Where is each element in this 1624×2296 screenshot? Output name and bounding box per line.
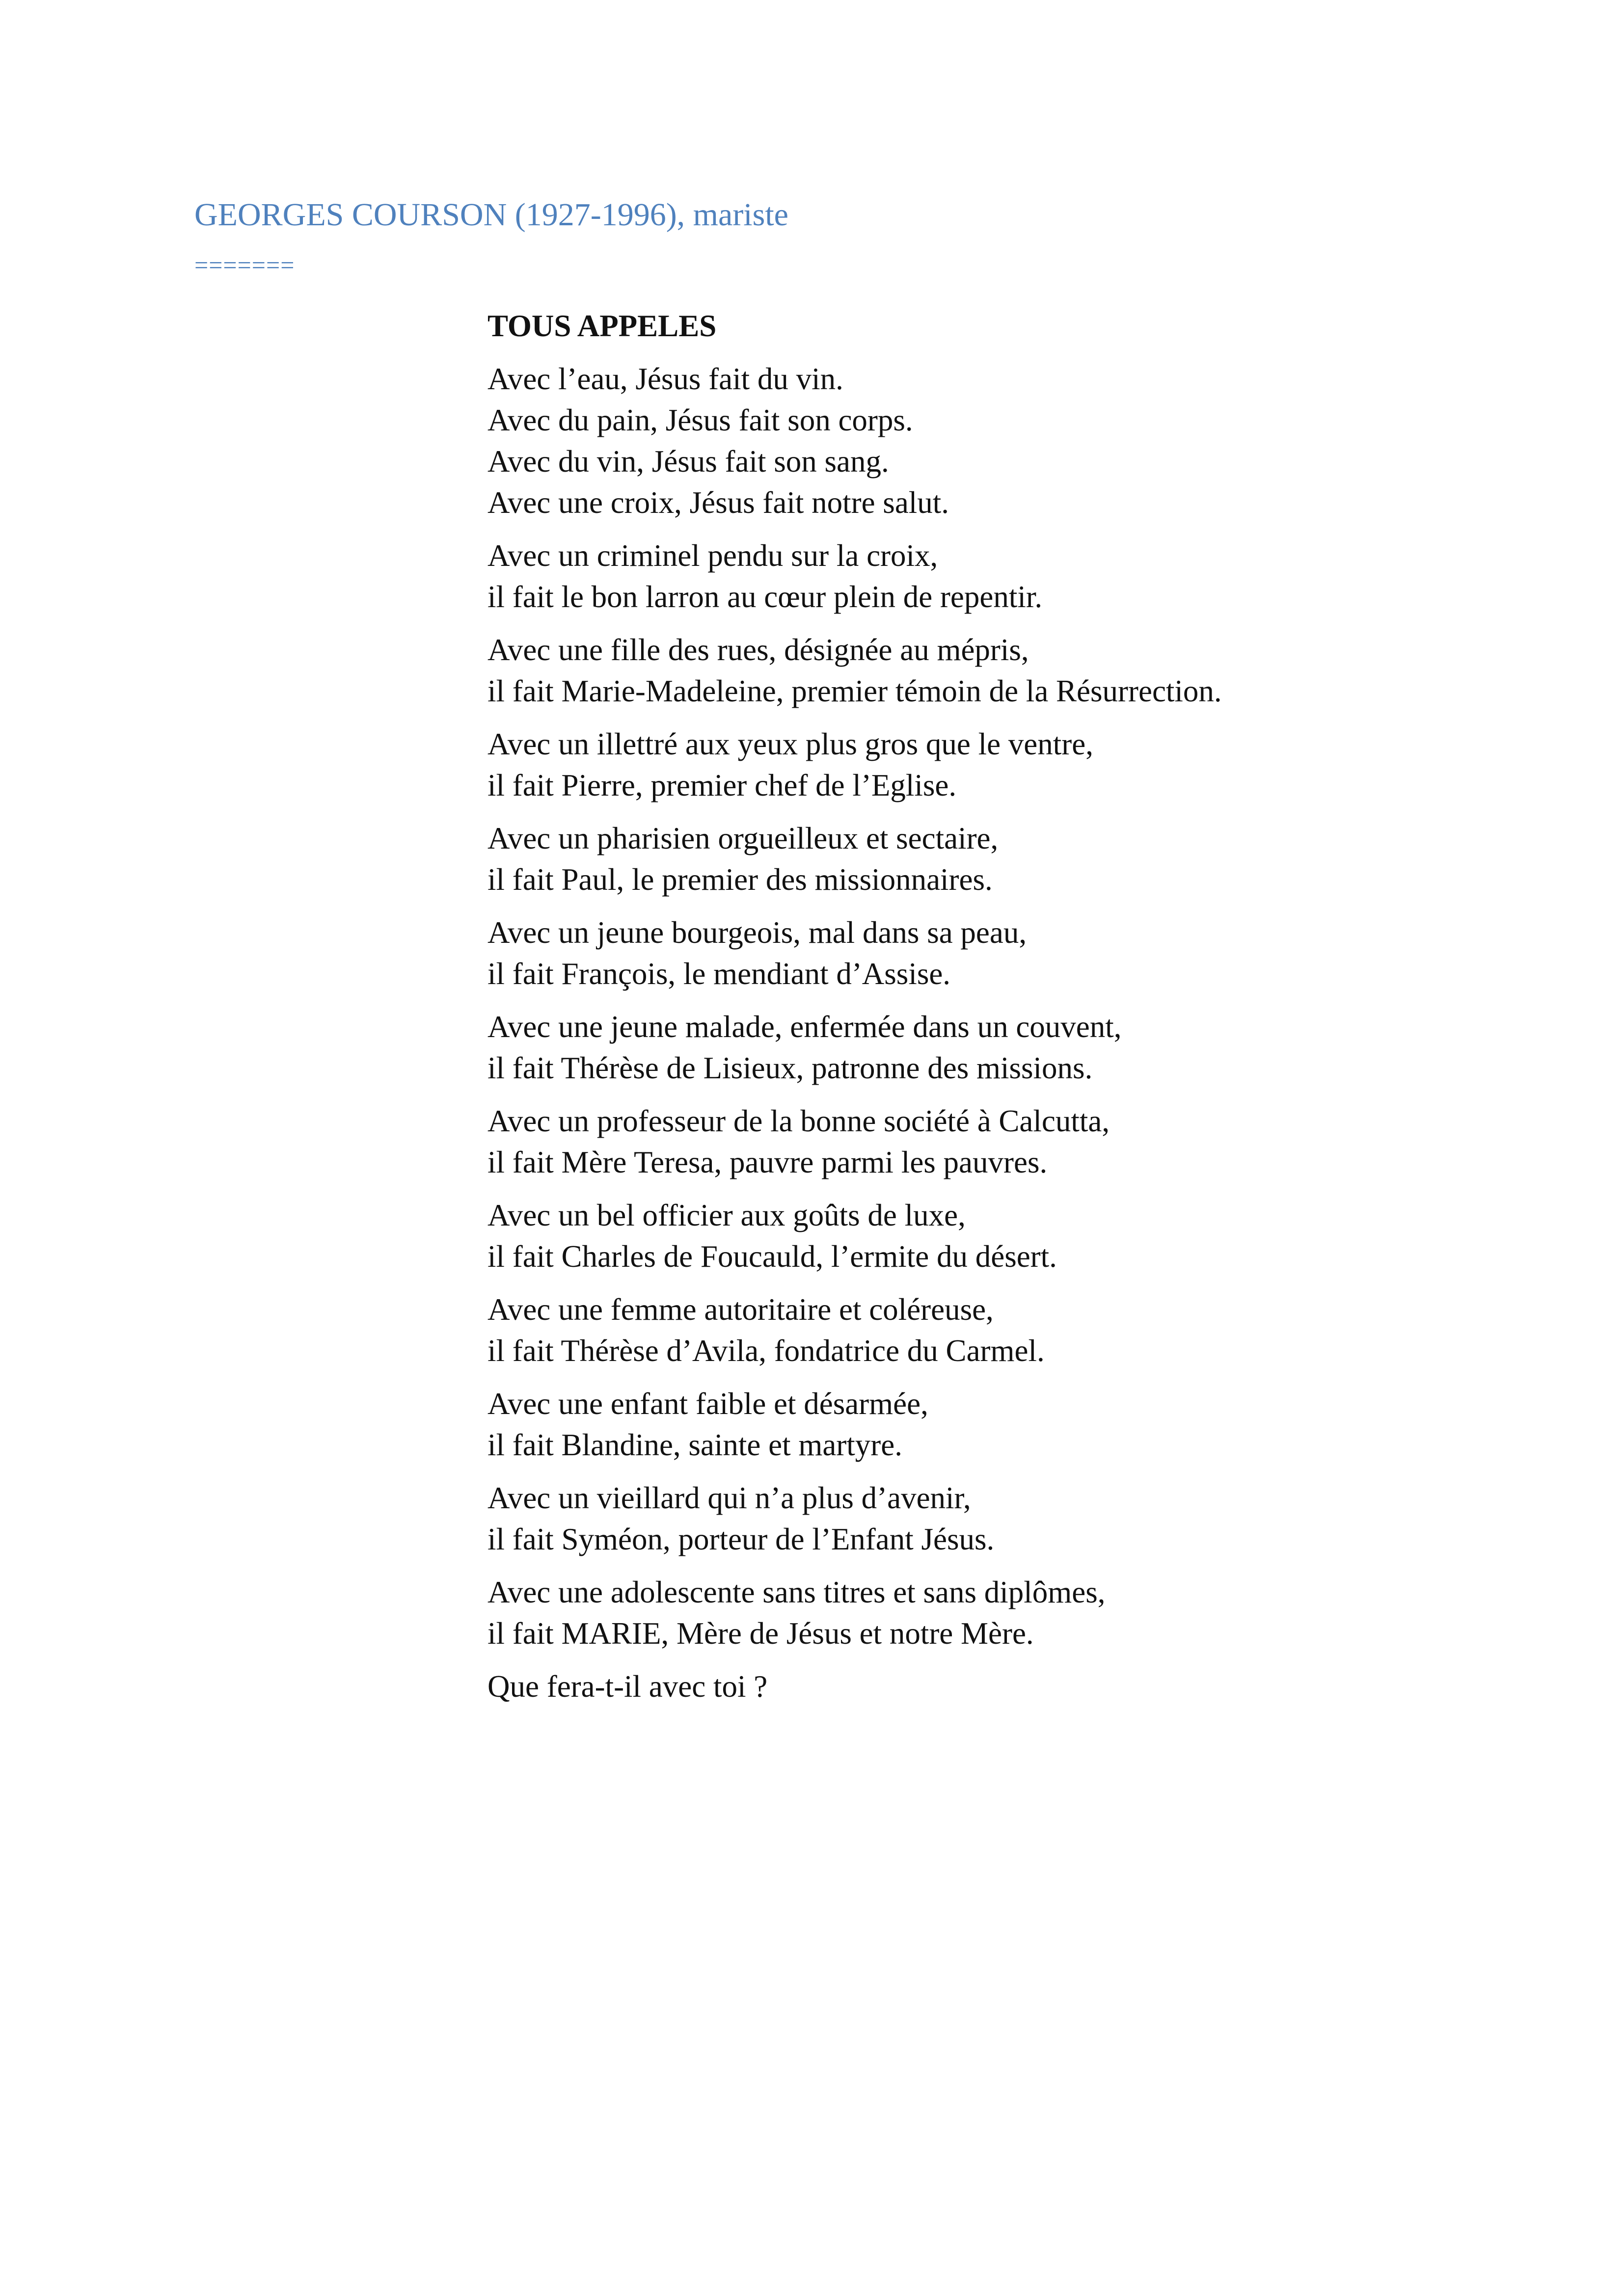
poem-line: Avec un professeur de la bonne société à Calcutta, — [487, 1104, 1110, 1138]
poem-line: Avec l’eau, Jésus fait du vin. — [487, 362, 843, 396]
poem-line: Avec une jeune malade, enfermée dans un couvent, — [487, 1010, 1122, 1044]
poem-line: il fait Charles de Foucauld, l’ermite du désert. — [487, 1239, 1057, 1274]
stanza — [487, 818, 1518, 900]
poem-line: Avec une femme autoritaire et coléreuse, — [487, 1292, 994, 1327]
poem-line: Avec un criminel pendu sur la croix, — [487, 538, 938, 573]
poem-line: il fait François, le mendiant d’Assise. — [487, 957, 951, 991]
stanza — [487, 1477, 1518, 1560]
poem-line: Avec du vin, Jésus fait son sang. — [487, 444, 889, 479]
separator-line: ======= — [194, 251, 295, 279]
poem-line: Avec une croix, Jésus fait notre salut. — [487, 485, 949, 520]
poem-line: Avec une enfant faible et désarmée, — [487, 1387, 928, 1421]
poem-line: il fait Mère Teresa, pauvre parmi les pauvres. — [487, 1145, 1048, 1179]
stanza-closing — [487, 1666, 1518, 1707]
poem-line: il fait le bon larron au cœur plein de repentir. — [487, 580, 1043, 614]
poem-line: il fait Blandine, sainte et martyre. — [487, 1428, 902, 1462]
poem-line: il fait Paul, le premier des missionnaires. — [487, 862, 993, 897]
poem-line: il fait Thérèse d’Avila, fondatrice du Carmel. — [487, 1334, 1045, 1368]
poem-line: il fait Syméon, porteur de l’Enfant Jésus. — [487, 1522, 995, 1556]
poem-line: Avec un illettré aux yeux plus gros que le ventre, — [487, 727, 1093, 761]
stanza — [487, 1572, 1518, 1654]
poem-line: Avec un bel officier aux goûts de luxe, — [487, 1198, 966, 1232]
stanza — [487, 723, 1518, 806]
poem-closing-line: Que fera-t-il avec toi ? — [487, 1669, 768, 1704]
poem-line: il fait Pierre, premier chef de l’Eglise. — [487, 768, 957, 802]
poem — [487, 305, 1518, 1719]
stanza — [487, 1383, 1518, 1466]
poem-line: Avec une adolescente sans titres et sans diplômes, — [487, 1575, 1106, 1609]
poem-line: il fait Marie-Madeleine, premier témoin de la Résurrection. — [487, 674, 1222, 708]
poem-line: Avec un pharisien orgueilleux et sectaire, — [487, 821, 999, 855]
poem-line: il fait MARIE, Mère de Jésus et notre Mère. — [487, 1616, 1034, 1651]
author-heading: GEORGES COURSON (1927-1996), mariste — [194, 197, 788, 233]
stanza — [487, 358, 1518, 523]
poem-title: TOUS APPELES — [487, 309, 717, 343]
poem-line: Avec un jeune bourgeois, mal dans sa peau, — [487, 915, 1027, 950]
stanza — [487, 912, 1518, 994]
poem-line: Avec du pain, Jésus fait son corps. — [487, 403, 913, 437]
stanza — [487, 629, 1518, 712]
stanza — [487, 535, 1518, 617]
stanza — [487, 1289, 1518, 1371]
poem-line: Avec un vieillard qui n’a plus d’avenir, — [487, 1481, 971, 1515]
stanza — [487, 1100, 1518, 1183]
stanza — [487, 1195, 1518, 1277]
poem-line: il fait Thérèse de Lisieux, patronne des missions. — [487, 1051, 1093, 1085]
stanza — [487, 1006, 1518, 1089]
poem-line: Avec une fille des rues, désignée au mépris, — [487, 633, 1029, 667]
